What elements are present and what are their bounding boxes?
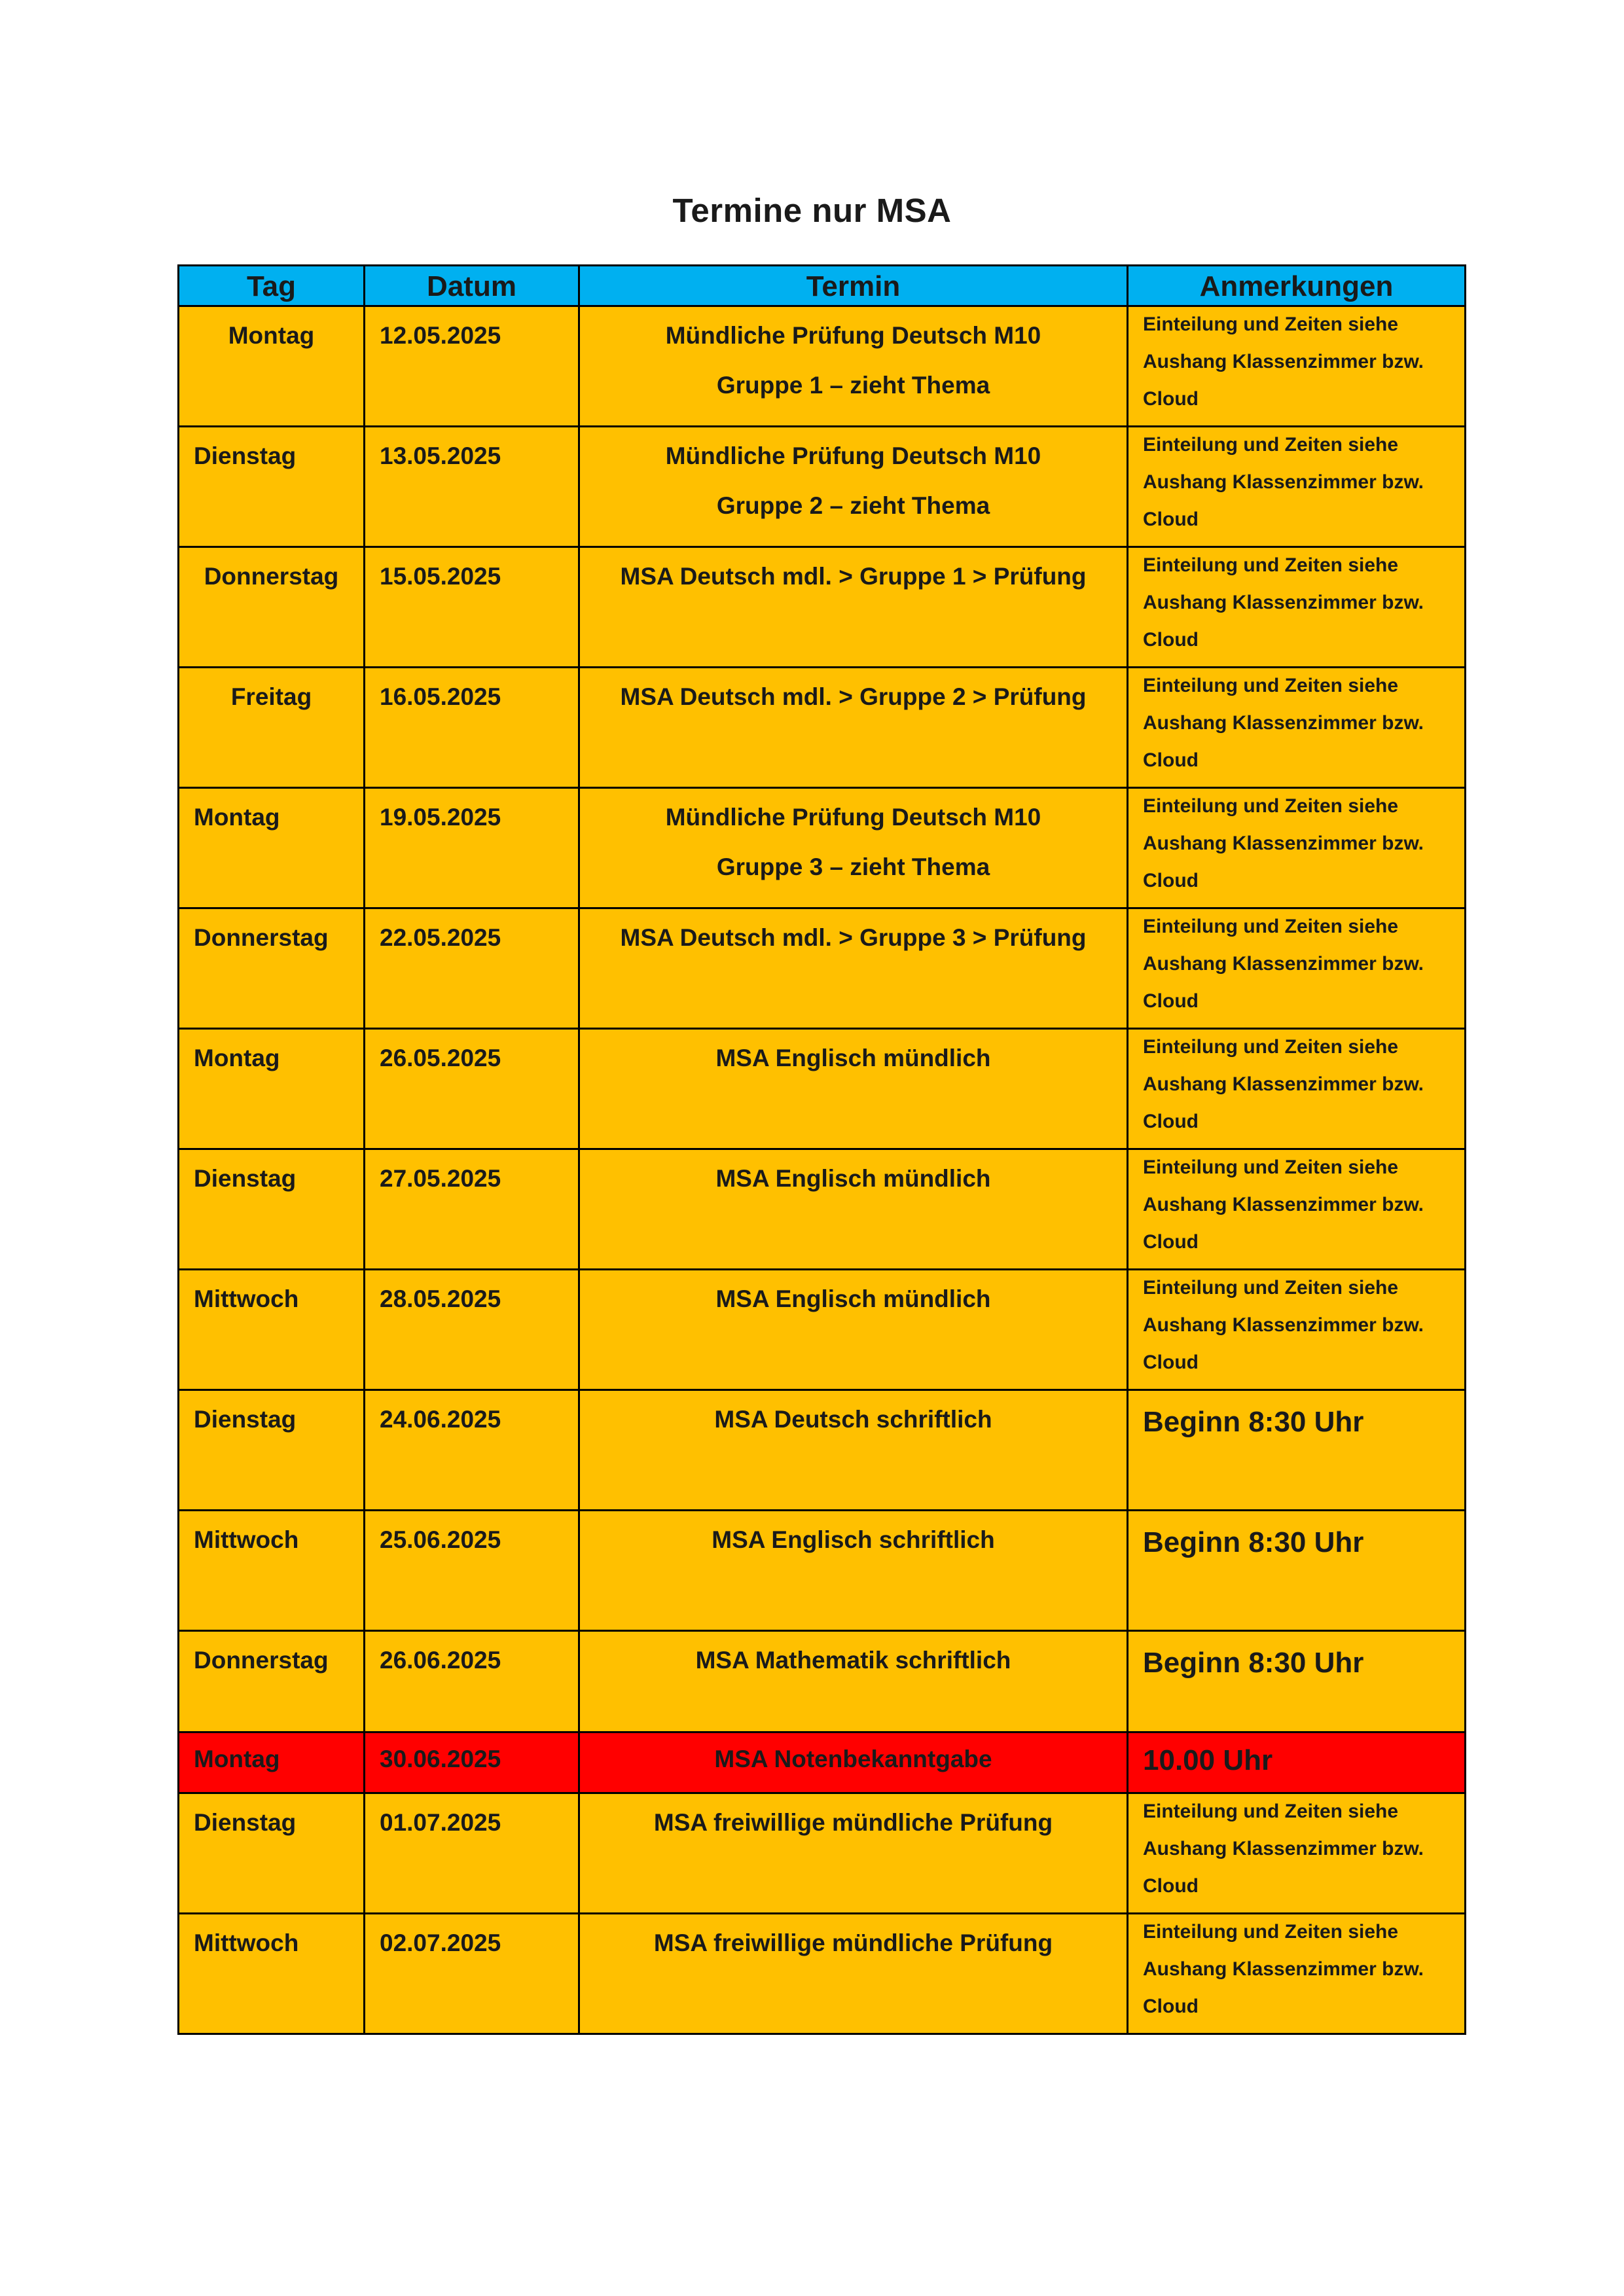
cell-anmerkungen [1128, 1914, 1466, 2034]
note-line: Einteilung und Zeiten siehe [1143, 314, 1399, 335]
cell-termin [579, 1270, 1128, 1390]
note-line: Cloud [1143, 1111, 1199, 1132]
note-line: Cloud [1143, 990, 1199, 1012]
table-row [179, 1390, 1466, 1511]
note-line: Aushang Klassenzimmer bzw. [1143, 712, 1424, 734]
cell-datum: 15.05.2025 [365, 547, 579, 668]
table-row [179, 788, 1466, 908]
note-line: Einteilung und Zeiten siehe [1143, 916, 1399, 937]
note-line: Einteilung und Zeiten siehe [1143, 675, 1399, 696]
cell-anmerkungen [1128, 1732, 1466, 1793]
cell-tag: Dienstag [179, 1793, 365, 1914]
note-line: Cloud [1143, 1996, 1199, 2017]
cell-anmerkungen [1128, 1793, 1466, 1914]
cell-termin [579, 547, 1128, 668]
note-start-time: Beginn 8:30 Uhr [1143, 1526, 1364, 1558]
table-row-highlight [179, 1732, 1466, 1793]
cell-tag: Montag [179, 1732, 365, 1793]
table-row [179, 547, 1466, 668]
cell-datum: 24.06.2025 [365, 1390, 579, 1511]
cell-termin [579, 427, 1128, 547]
schedule-table [177, 264, 1466, 2035]
note-line: Einteilung und Zeiten siehe [1143, 1801, 1399, 1822]
cell-datum: 16.05.2025 [365, 668, 579, 788]
note-line: Aushang Klassenzimmer bzw. [1143, 592, 1424, 613]
cell-datum: 01.07.2025 [365, 1793, 579, 1914]
note-line: Aushang Klassenzimmer bzw. [1143, 1194, 1424, 1215]
cell-datum: 26.06.2025 [365, 1631, 579, 1732]
cell-tag: Mittwoch [179, 1270, 365, 1390]
termin-line: MSA Englisch mündlich [715, 1285, 991, 1312]
cell-termin [579, 1914, 1128, 2034]
cell-anmerkungen [1128, 1029, 1466, 1149]
cell-datum: 19.05.2025 [365, 788, 579, 908]
cell-termin [579, 1390, 1128, 1511]
note-line: Cloud [1143, 509, 1199, 530]
cell-tag: Dienstag [179, 1149, 365, 1270]
cell-termin [579, 908, 1128, 1029]
cell-datum: 22.05.2025 [365, 908, 579, 1029]
cell-datum: 30.06.2025 [365, 1732, 579, 1793]
cell-tag: Montag [179, 788, 365, 908]
cell-termin [579, 788, 1128, 908]
note-line: Cloud [1143, 388, 1199, 410]
termin-line: MSA Deutsch mdl. > Gruppe 1 > Prüfung [620, 563, 1087, 590]
cell-tag: Donnerstag [179, 908, 365, 1029]
cell-datum: 25.06.2025 [365, 1511, 579, 1631]
termin-line: MSA Notenbekanntgabe [714, 1746, 992, 1772]
note-line: Einteilung und Zeiten siehe [1143, 795, 1399, 817]
note-line: Aushang Klassenzimmer bzw. [1143, 1958, 1424, 1980]
termin-line: Mündliche Prüfung Deutsch M10 [665, 442, 1041, 469]
note-start-time: Beginn 8:30 Uhr [1143, 1406, 1364, 1438]
cell-tag: Dienstag [179, 1390, 365, 1511]
termin-group-line: Gruppe 3 – zieht Thema [716, 853, 990, 880]
cell-datum: 26.05.2025 [365, 1029, 579, 1149]
note-line: Einteilung und Zeiten siehe [1143, 554, 1399, 576]
termin-line: MSA Englisch mündlich [715, 1045, 991, 1071]
table-row [179, 668, 1466, 788]
cell-tag: Dienstag [179, 427, 365, 547]
note-line: Einteilung und Zeiten siehe [1143, 1921, 1399, 1943]
column-header-tag: Tag [179, 266, 365, 306]
cell-datum: 12.05.2025 [365, 306, 579, 427]
column-header-datum: Datum [365, 266, 579, 306]
termin-group-line: Gruppe 1 – zieht Thema [716, 372, 990, 399]
table-row [179, 1511, 1466, 1631]
cell-datum: 02.07.2025 [365, 1914, 579, 2034]
cell-termin [579, 1631, 1128, 1732]
cell-tag: Mittwoch [179, 1914, 365, 2034]
cell-anmerkungen [1128, 1511, 1466, 1631]
cell-termin [579, 1511, 1128, 1631]
table-header-row [179, 266, 1466, 306]
cell-termin [579, 306, 1128, 427]
note-line: Aushang Klassenzimmer bzw. [1143, 351, 1424, 372]
cell-termin [579, 1732, 1128, 1793]
note-line: Aushang Klassenzimmer bzw. [1143, 1073, 1424, 1095]
cell-tag: Montag [179, 306, 365, 427]
termin-line: Mündliche Prüfung Deutsch M10 [665, 322, 1041, 349]
cell-anmerkungen [1128, 788, 1466, 908]
note-line: Cloud [1143, 870, 1199, 891]
termin-line: MSA Mathematik schriftlich [695, 1647, 1011, 1674]
note-line: Cloud [1143, 749, 1199, 771]
termin-line: MSA freiwillige mündliche Prüfung [653, 1809, 1053, 1836]
table-row [179, 1270, 1466, 1390]
termin-line: Mündliche Prüfung Deutsch M10 [665, 804, 1041, 831]
cell-anmerkungen [1128, 1631, 1466, 1732]
note-line: Aushang Klassenzimmer bzw. [1143, 1838, 1424, 1859]
cell-tag: Donnerstag [179, 547, 365, 668]
cell-datum: 13.05.2025 [365, 427, 579, 547]
note-line: Einteilung und Zeiten siehe [1143, 1036, 1399, 1058]
page-title: Termine nur MSA [672, 192, 952, 229]
table-row [179, 908, 1466, 1029]
note-line: Aushang Klassenzimmer bzw. [1143, 1314, 1424, 1336]
note-start-time: Beginn 8:30 Uhr [1143, 1647, 1364, 1679]
table-row [179, 1029, 1466, 1149]
cell-datum: 27.05.2025 [365, 1149, 579, 1270]
cell-termin [579, 1793, 1128, 1914]
cell-anmerkungen [1128, 1149, 1466, 1270]
termin-line: MSA Deutsch mdl. > Gruppe 3 > Prüfung [620, 924, 1087, 951]
cell-anmerkungen [1128, 1270, 1466, 1390]
cell-anmerkungen [1128, 306, 1466, 427]
termin-line: MSA Englisch schriftlich [712, 1526, 995, 1553]
cell-anmerkungen [1128, 668, 1466, 788]
note-line: Einteilung und Zeiten siehe [1143, 1157, 1399, 1178]
table-row [179, 1149, 1466, 1270]
cell-anmerkungen [1128, 1390, 1466, 1511]
table-row [179, 1631, 1466, 1732]
note-line: Cloud [1143, 629, 1199, 651]
cell-tag: Donnerstag [179, 1631, 365, 1732]
column-header-termin: Termin [579, 266, 1128, 306]
cell-tag: Montag [179, 1029, 365, 1149]
note-line: Aushang Klassenzimmer bzw. [1143, 833, 1424, 854]
note-line: Cloud [1143, 1231, 1199, 1253]
note-line: Einteilung und Zeiten siehe [1143, 1277, 1399, 1299]
note-line: Cloud [1143, 1352, 1199, 1373]
cell-anmerkungen [1128, 427, 1466, 547]
termin-line: MSA Englisch mündlich [715, 1165, 991, 1192]
note-line: Einteilung und Zeiten siehe [1143, 434, 1399, 456]
cell-tag: Freitag [179, 668, 365, 788]
column-header-anmerkungen: Anmerkungen [1128, 266, 1466, 306]
table-row [179, 427, 1466, 547]
table-row [179, 1793, 1466, 1914]
cell-termin [579, 668, 1128, 788]
cell-termin [579, 1149, 1128, 1270]
cell-tag: Mittwoch [179, 1511, 365, 1631]
cell-anmerkungen [1128, 908, 1466, 1029]
note-line: Aushang Klassenzimmer bzw. [1143, 953, 1424, 975]
termin-group-line: Gruppe 2 – zieht Thema [716, 492, 990, 519]
cell-datum: 28.05.2025 [365, 1270, 579, 1390]
termin-line: MSA Deutsch schriftlich [714, 1406, 992, 1433]
termin-line: MSA freiwillige mündliche Prüfung [653, 1929, 1053, 1956]
note-line: Cloud [1143, 1875, 1199, 1897]
termin-line: MSA Deutsch mdl. > Gruppe 2 > Prüfung [620, 683, 1087, 710]
table-row [179, 306, 1466, 427]
note-time: 10.00 Uhr [1143, 1744, 1273, 1776]
table-row [179, 1914, 1466, 2034]
cell-anmerkungen [1128, 547, 1466, 668]
note-line: Aushang Klassenzimmer bzw. [1143, 471, 1424, 493]
cell-termin [579, 1029, 1128, 1149]
